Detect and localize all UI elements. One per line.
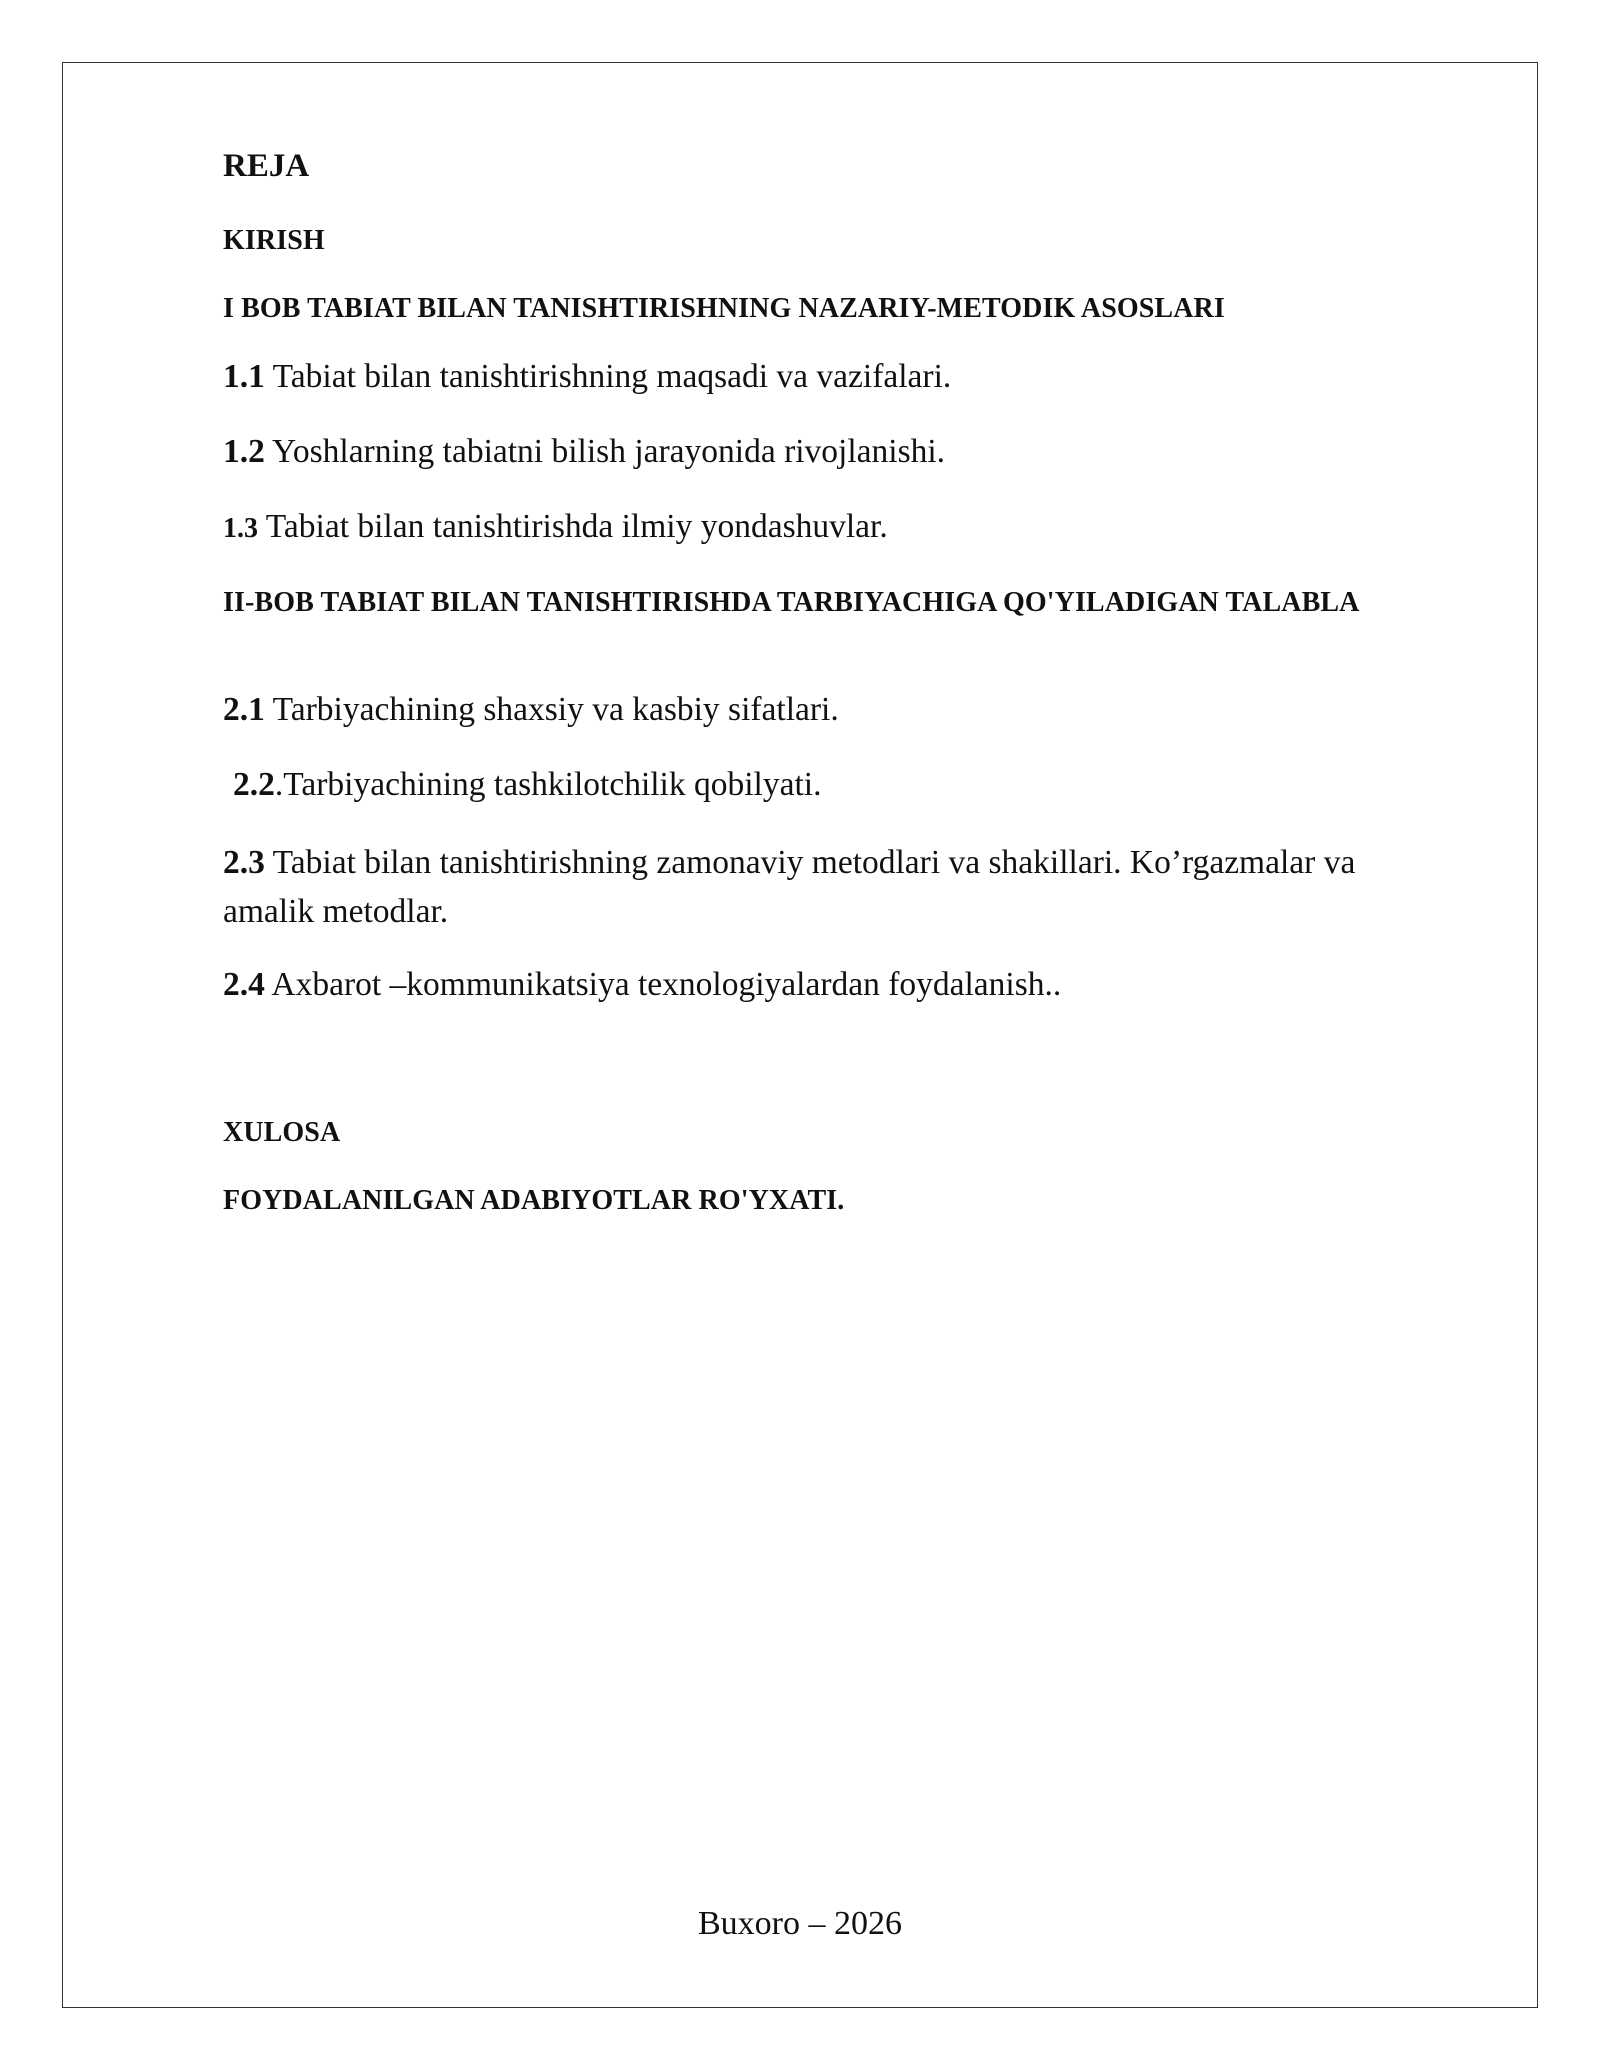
footer-city-year: Buxoro – 2026	[698, 1905, 902, 1942]
item-number: 1.1	[223, 358, 265, 395]
toc-item-2-2	[233, 766, 821, 804]
toc-item-2-4	[223, 966, 1061, 1004]
chapter2-heading: II-BOB TABIAT BILAN TANISHTIRISHDA TARBIYACHIGA QO'YILADIGAN TALABLA	[223, 587, 1360, 618]
document-title: REJA	[223, 148, 310, 184]
item-text: Tabiat bilan tanishtirishda ilmiy yondashuvlar.	[258, 508, 888, 545]
item-text: Yoshlarning tabiatni bilish jarayonida rivojlanishi.	[264, 433, 946, 470]
item-number: 1.3	[223, 513, 258, 544]
item-number: 2.3	[223, 844, 265, 881]
toc-item-1-1	[223, 358, 951, 396]
toc-item-2-1	[223, 691, 839, 729]
item-text: Axbarot –kommunikatsiya texnologiyalardan foydalanish..	[264, 966, 1062, 1003]
toc-item-1-3	[223, 508, 888, 546]
page-border	[62, 62, 1538, 2008]
item-text: Tabiat bilan tanishtirishning zamonaviy metodlari va shakillari. Ko’rgazmalar va amalik metodlar.	[223, 844, 1356, 930]
item-number: 1.2	[223, 433, 265, 470]
item-number: 2.1	[223, 691, 265, 728]
toc-item-1-2	[223, 433, 945, 471]
toc-item-2-3	[223, 838, 1453, 936]
references-heading: FOYDALANILGAN ADABIYOTLAR RO'YXATI.	[223, 1185, 845, 1216]
item-text: .Tarbiyachining tashkilotchilik qobilyati.	[274, 766, 822, 803]
item-number: 2.4	[223, 966, 265, 1003]
item-number: 2.2	[233, 766, 275, 803]
intro-heading: KIRISH	[223, 225, 325, 256]
chapter1-heading: I BOB TABIAT BILAN TANISHTIRISHNING NAZARIY-METODIK ASOSLARI	[223, 293, 1225, 324]
item-text: Tarbiyachining shaxsiy va kasbiy sifatlari.	[264, 691, 839, 728]
item-text: Tabiat bilan tanishtirishning maqsadi va vazifalari.	[264, 358, 952, 395]
conclusion-heading: XULOSA	[223, 1117, 341, 1148]
